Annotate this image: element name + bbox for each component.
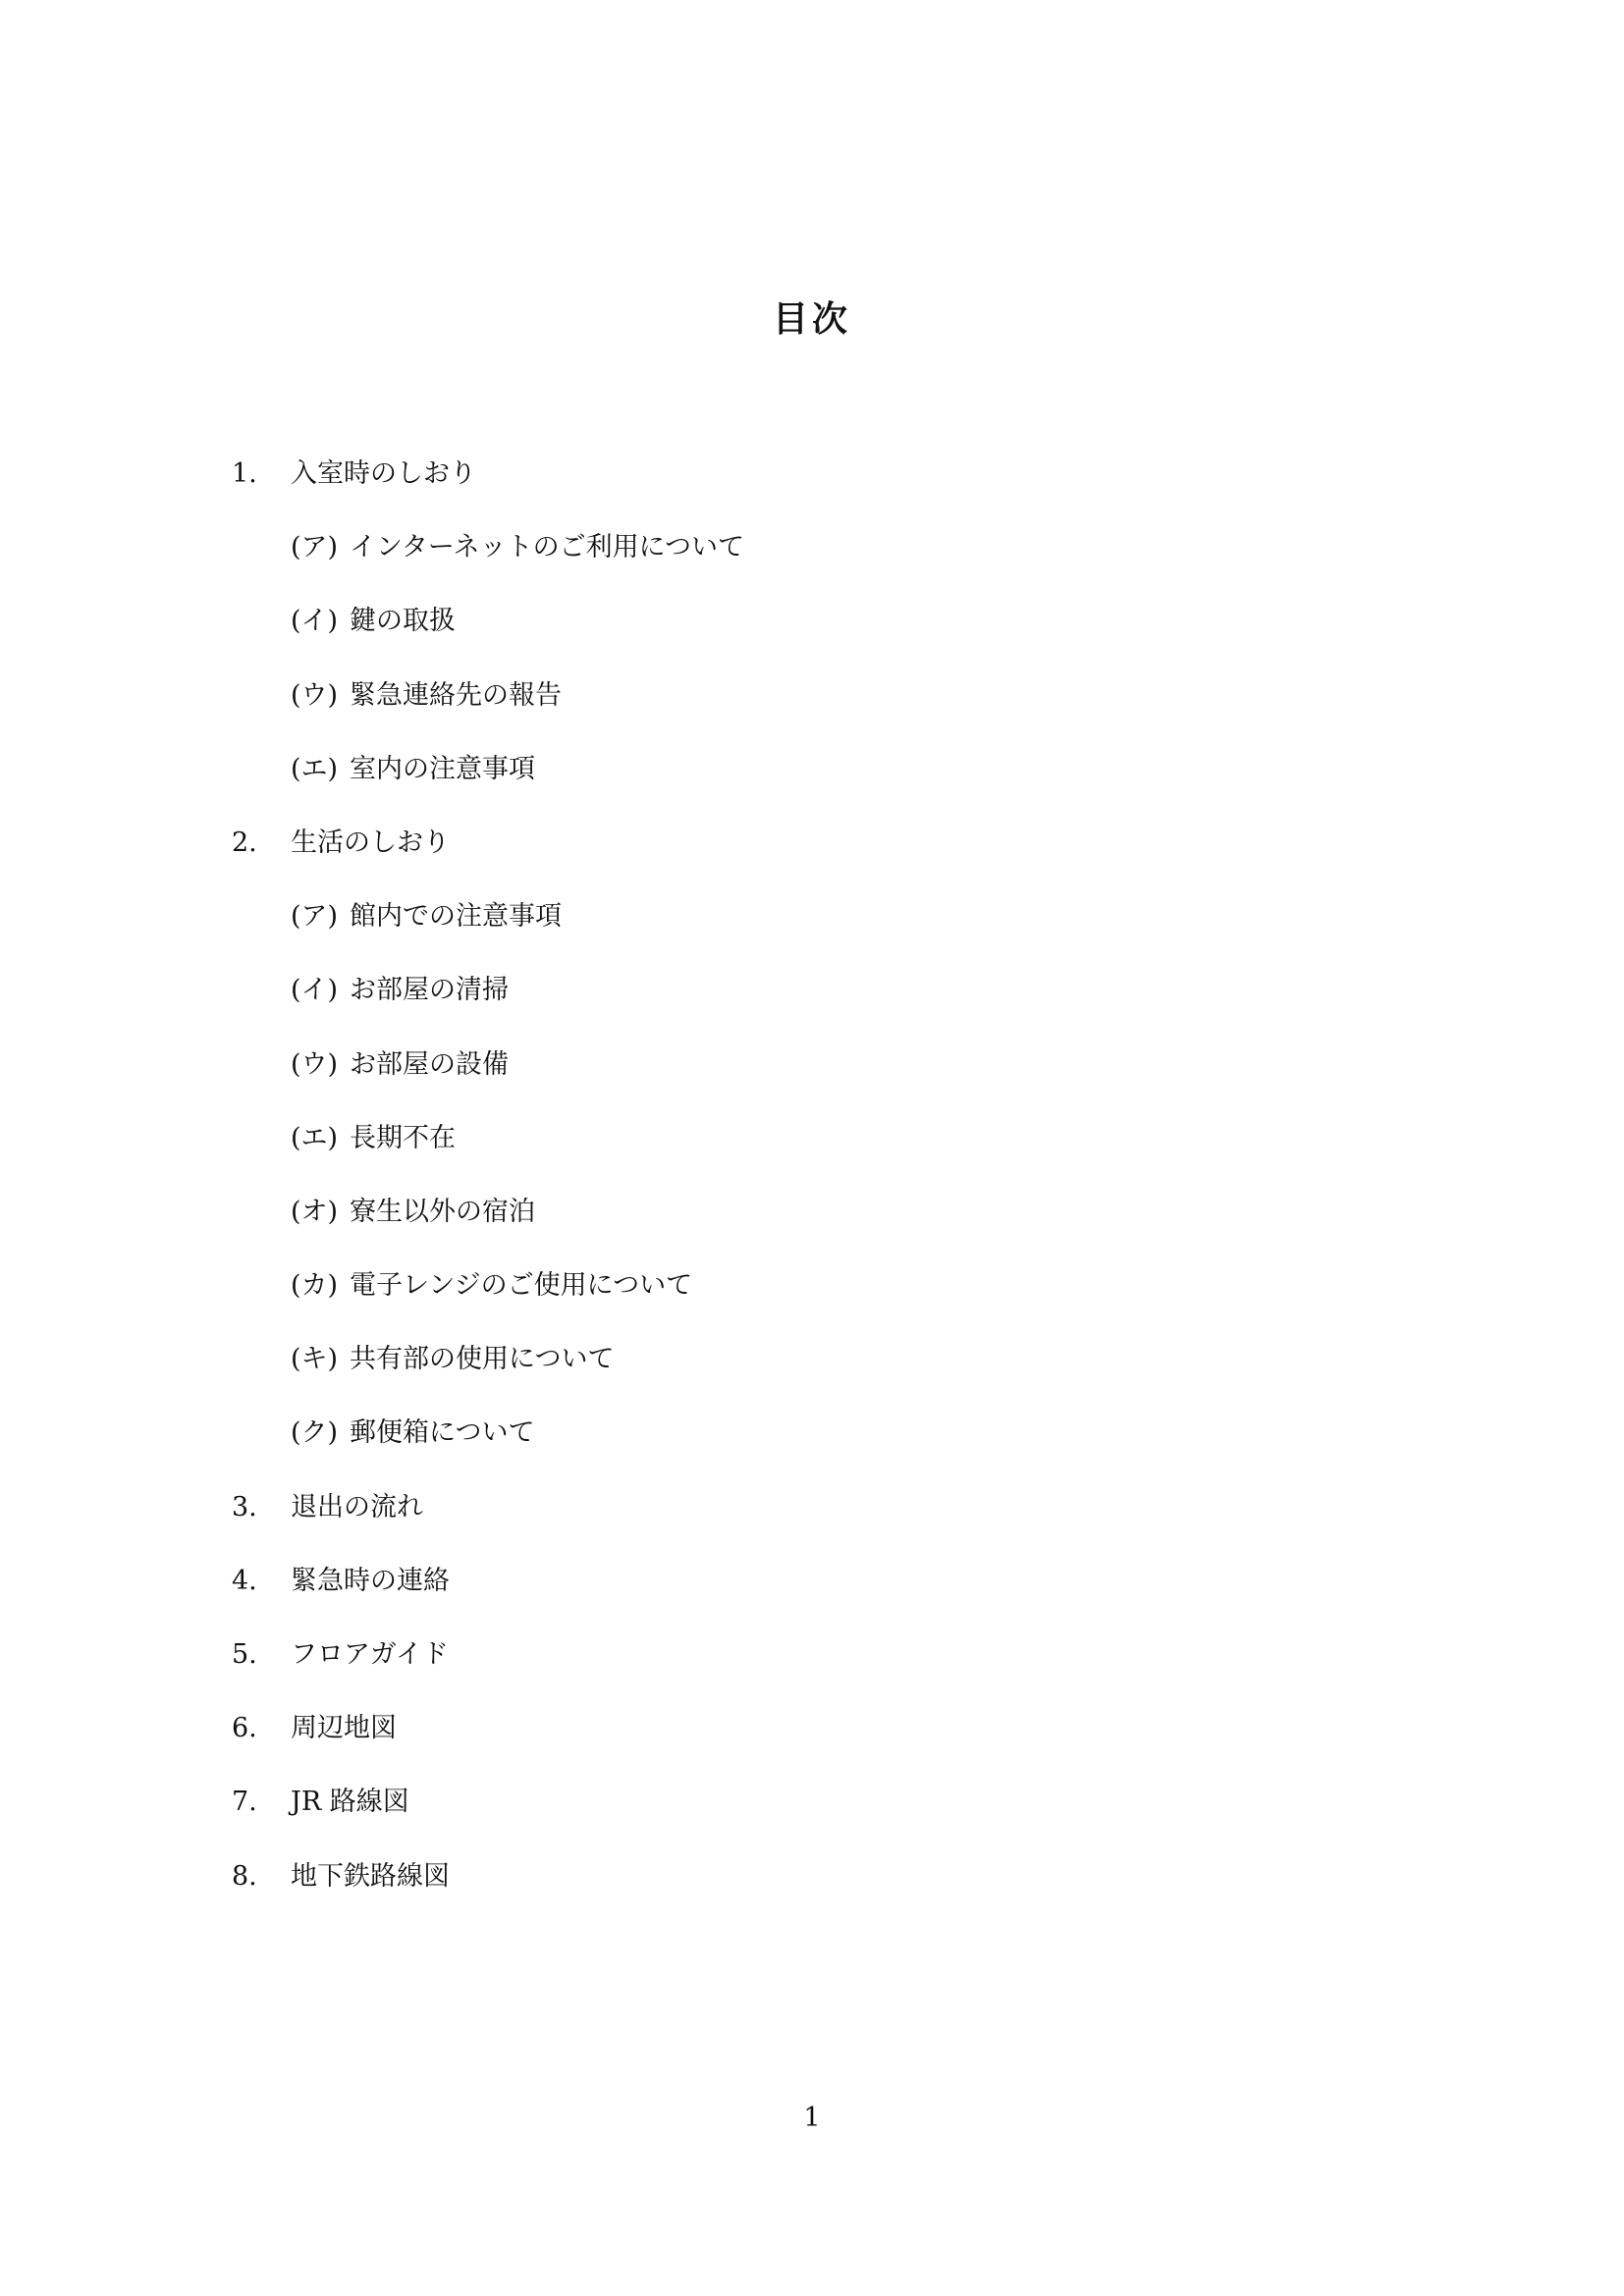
toc-item-7[interactable] xyxy=(232,1785,1410,1858)
toc-subitem-2e[interactable] xyxy=(232,1195,1410,1268)
toc-subitem-label: 寮生以外の宿泊 xyxy=(350,1196,535,1227)
toc-subitem-2h[interactable] xyxy=(232,1415,1410,1489)
toc-subitem-label: 電子レンジのご使用について xyxy=(350,1270,693,1302)
toc-item-1[interactable] xyxy=(232,456,1410,530)
toc-subitem-mark: (ア) xyxy=(291,901,339,933)
toc-item-8[interactable] xyxy=(232,1859,1410,1933)
toc-subitem-2f[interactable] xyxy=(232,1268,1410,1342)
toc-subitem-mark: (エ) xyxy=(291,753,339,784)
toc-item-4[interactable] xyxy=(232,1564,1410,1637)
toc-subitem-label: 館内での注意事項 xyxy=(350,901,562,933)
toc-subitem-2a[interactable] xyxy=(232,899,1410,973)
toc-item-label: 退出の流れ xyxy=(291,1491,423,1522)
toc-subitem-2c[interactable] xyxy=(232,1047,1410,1121)
toc-subitem-1d[interactable] xyxy=(232,752,1410,826)
toc-item-number: 5. xyxy=(232,1639,257,1670)
toc-subitem-mark: (カ) xyxy=(291,1270,339,1302)
toc-subitem-mark: (ウ) xyxy=(291,1048,339,1080)
toc-subitem-mark: (エ) xyxy=(291,1122,339,1153)
toc-item-number: 3. xyxy=(232,1491,257,1522)
toc-subitem-label: インターネットのご利用について xyxy=(350,532,745,563)
toc-item-number: 7. xyxy=(232,1787,257,1818)
toc-item-6[interactable] xyxy=(232,1711,1410,1785)
toc-subitem-mark: (イ) xyxy=(291,606,339,637)
toc-subitem-2b[interactable] xyxy=(232,973,1410,1046)
toc-subitem-mark: (オ) xyxy=(291,1196,339,1227)
toc-item-label: 生活のしおり xyxy=(291,827,450,858)
toc-item-2[interactable] xyxy=(232,826,1410,899)
toc-item-number: 2. xyxy=(232,827,257,858)
toc-subitem-label: 室内の注意事項 xyxy=(350,753,535,784)
toc-subitem-label: 共有部の使用について xyxy=(350,1344,615,1375)
toc-item-number: 6. xyxy=(232,1713,257,1744)
toc-subitem-mark: (キ) xyxy=(291,1344,339,1375)
toc-subitem-label: 長期不在 xyxy=(350,1122,456,1153)
toc-item-label: 緊急時の連絡 xyxy=(291,1565,450,1596)
toc-subitem-mark: (ク) xyxy=(291,1417,339,1449)
toc-item-number: 1. xyxy=(232,458,257,489)
page-number: 1 xyxy=(803,2103,821,2133)
toc-subitem-mark: (ウ) xyxy=(291,679,339,711)
toc-subitem-1c[interactable] xyxy=(232,678,1410,752)
page-title: 目次 xyxy=(772,298,851,340)
toc-subitem-mark: (ア) xyxy=(291,532,339,563)
toc-subitem-1b[interactable] xyxy=(232,604,1410,677)
toc-item-label: フロアガイド xyxy=(291,1639,449,1670)
toc-item-label: JR 路線図 xyxy=(291,1787,409,1818)
toc-subitem-2g[interactable] xyxy=(232,1342,1410,1415)
table-of-contents xyxy=(232,456,1410,1933)
toc-subitem-label: お部屋の清掃 xyxy=(350,975,509,1006)
toc-item-number: 8. xyxy=(232,1860,257,1892)
toc-item-number: 4. xyxy=(232,1565,257,1596)
toc-subitem-mark: (イ) xyxy=(291,975,339,1006)
toc-subitem-2d[interactable] xyxy=(232,1121,1410,1195)
toc-item-5[interactable] xyxy=(232,1637,1410,1711)
toc-subitem-1a[interactable] xyxy=(232,530,1410,604)
toc-item-label: 地下鉄路線図 xyxy=(291,1860,450,1892)
toc-item-label: 入室時のしおり xyxy=(291,458,476,489)
toc-subitem-label: 郵便箱について xyxy=(350,1417,535,1449)
toc-subitem-label: お部屋の設備 xyxy=(350,1048,509,1080)
toc-item-3[interactable] xyxy=(232,1490,1410,1564)
toc-subitem-label: 緊急連絡先の報告 xyxy=(350,679,562,711)
toc-item-label: 周辺地図 xyxy=(291,1713,397,1744)
toc-subitem-label: 鍵の取扱 xyxy=(350,606,456,637)
